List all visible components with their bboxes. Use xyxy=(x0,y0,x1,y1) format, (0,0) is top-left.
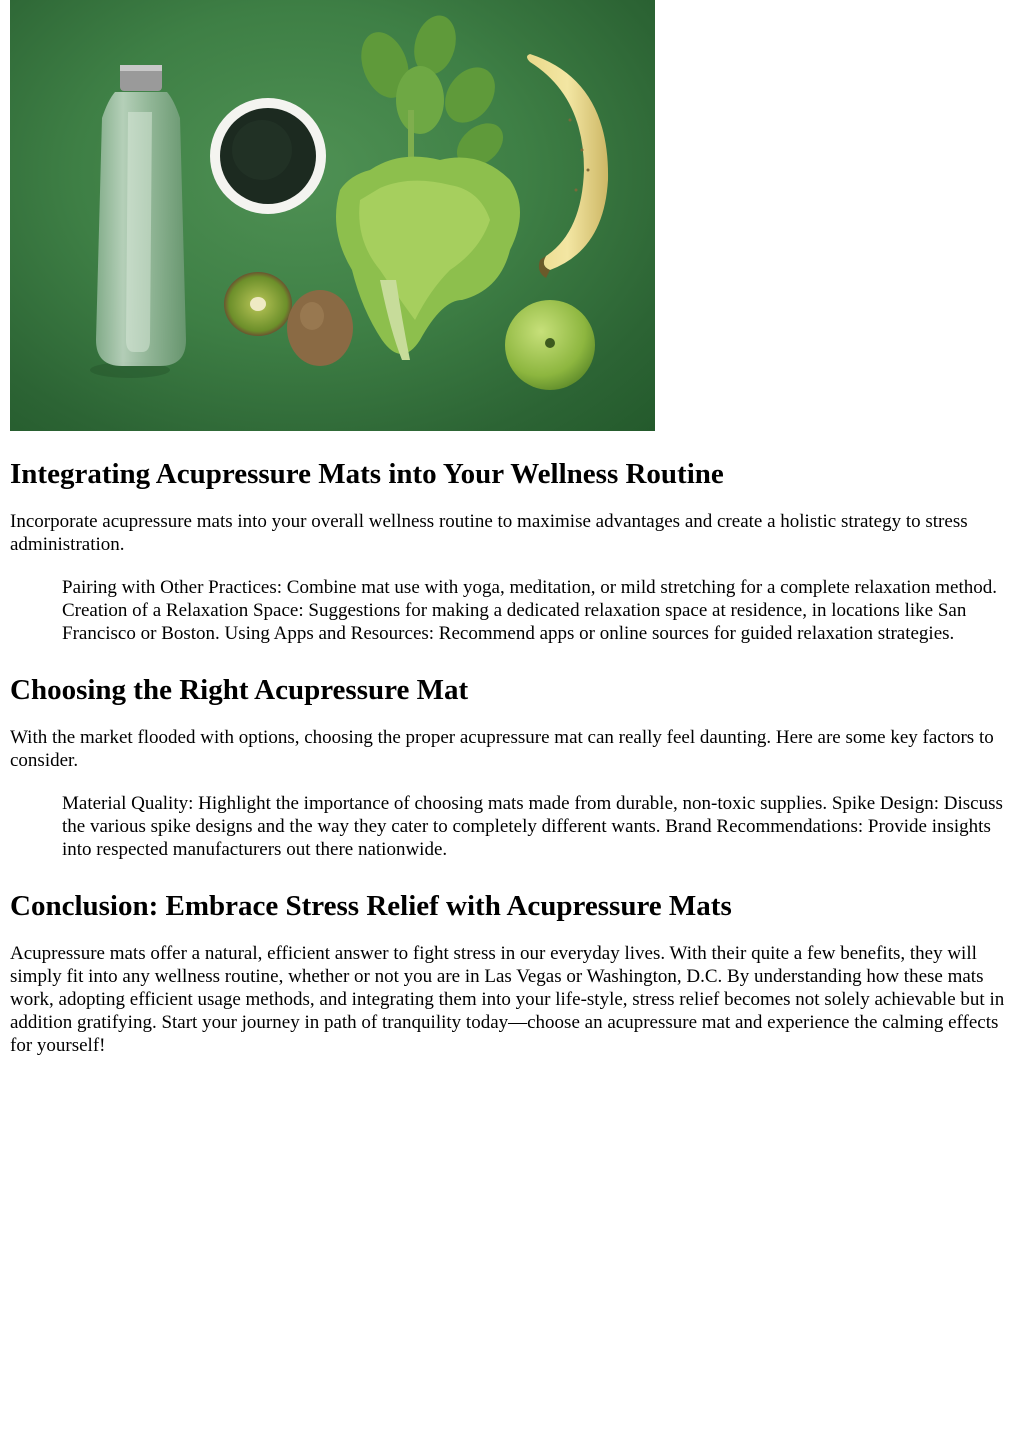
green-apple-icon xyxy=(505,300,595,390)
section-heading-choosing: Choosing the Right Acupressure Mat xyxy=(10,674,469,706)
section-quote-choosing: Material Quality: Highlight the importance of choosing mats made from durable, non-toxic supplies. Spike Design: Discuss the various spike designs and the way they cater to completely different wants. Brand Recommendations: Provide insights into respected manufacturers out there nationwide. xyxy=(62,793,1003,860)
water-bottle-icon xyxy=(96,65,186,366)
kiwi-icon xyxy=(224,272,353,366)
section-paragraph-conclusion: Acupressure mats offer a natural, efficient answer to fight stress in our everyday lives. With their quite a few benefits, they will simply fit into any wellness routine, whether or not you are in Las Vegas or Washington, D.C. By understanding how these mats work, adopting efficient usage methods, and integrating them into your life-style, stress relief becomes not solely achievable but in addition gratifying. Start your journey in path of tranquility today—choose an acupressure mat and experience the calming effects for yourself! xyxy=(10,943,1005,1056)
hero-illustration xyxy=(10,0,655,431)
section-paragraph-choosing: With the market flooded with options, choosing the proper acupressure mat can really feel daunting. Here are some key factors to consider. xyxy=(10,727,994,771)
section-quote-integrating: Pairing with Other Practices: Combine mat use with yoga, meditation, or mild stretching for a complete relaxation method. Creation of a Relaxation Space: Suggestions for making a dedicated relaxation space at residence, in locations like San Francisco or Boston. Using Apps and Resources: Recommend apps or online sources for guided relaxation strategies. xyxy=(62,577,997,644)
spirulina-bowl-icon xyxy=(210,98,326,214)
section-heading-conclusion: Conclusion: Embrace Stress Relief with Acupressure Mats xyxy=(10,890,732,922)
banana-icon xyxy=(527,54,608,278)
section-heading-integrating: Integrating Acupressure Mats into Your Wellness Routine xyxy=(10,458,724,490)
lettuce-icon xyxy=(336,157,520,360)
healthy-food-flatlay-image xyxy=(10,0,655,431)
article-page xyxy=(10,0,1016,1057)
section-paragraph-integrating: Incorporate acupressure mats into your overall wellness routine to maximise advantages and create a holistic strategy to stress administration. xyxy=(10,511,968,555)
